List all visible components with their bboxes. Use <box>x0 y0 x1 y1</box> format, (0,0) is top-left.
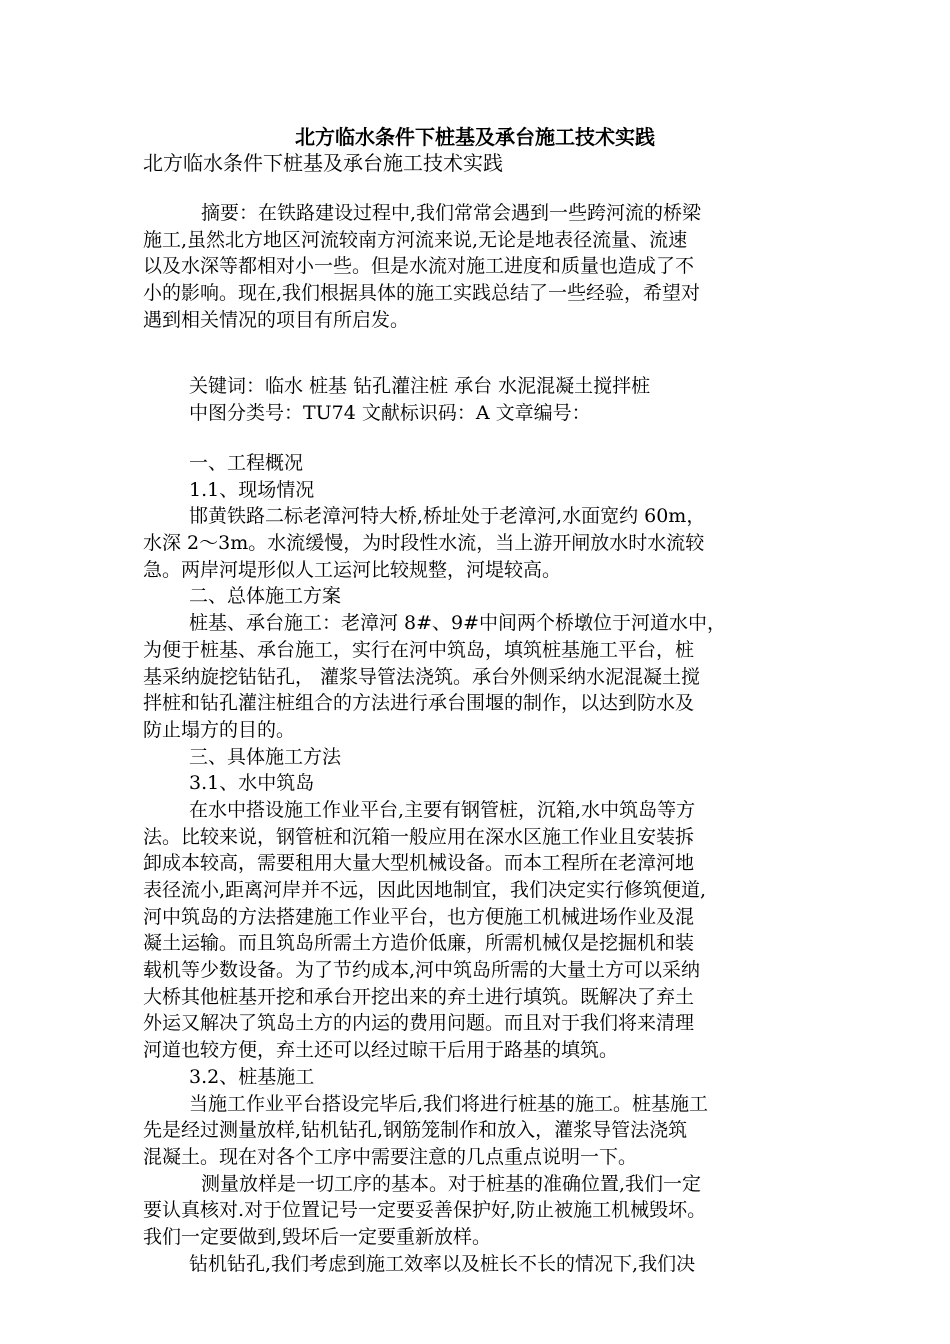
paragraph-line: 外运又解决了筑岛土方的内运的费用问题。而且对于我们将来清理 <box>143 1012 695 1035</box>
paragraph-line: 基采纳旋挖钻钻孔， 灌浆导管法浇筑。承台外侧采纳水泥混凝土搅 <box>143 665 701 688</box>
abstract-line: 以及水深等都相对小一些。但是水流对施工进度和质量也造成了不 <box>143 255 695 278</box>
paragraph-line: 当施工作业平台搭设完毕后,我们将进行桩基的施工。桩基施工 <box>189 1092 709 1115</box>
paragraph-line: 钻机钻孔,我们考虑到施工效率以及桩长不长的情况下,我们决 <box>189 1252 696 1275</box>
paragraph-line: 先是经过测量放样,钻机钻孔,钢筋笼制作和放入，灌浆导管法浇筑 <box>143 1119 688 1142</box>
paragraph-line: 为便于桩基、承台施工，实行在河中筑岛，填筑桩基施工平台，桩 <box>143 638 695 661</box>
classification: 中图分类号：TU74 文献标识码：A 文章编号： <box>189 401 591 424</box>
body-text <box>143 450 823 1277</box>
meta-block <box>143 373 823 426</box>
paragraph-line: 载机等少数设备。为了节约成本,河中筑岛所需的大量土方可以采纳 <box>143 959 701 982</box>
paragraph-line: 水深 2～3m。水流缓慢，为时段性水流，当上游开闸放水时水流较 <box>143 532 705 555</box>
paragraph-line: 桩基、承台施工：老漳河 8#、9#中间两个桥墩位于河道水中， <box>189 612 727 635</box>
document-title: 北方临水条件下桩基及承台施工技术实践 <box>295 125 655 149</box>
abstract-line: 遇到相关情况的项目有所启发。 <box>143 308 410 331</box>
paragraph-line: 卸成本较高，需要租用大量大型机械设备。而本工程所在老漳河地 <box>143 852 695 875</box>
document-subtitle: 北方临水条件下桩基及承台施工技术实践 <box>143 151 503 175</box>
paragraph-line: 我们一定要做到,毁坏后一定要重新放样。 <box>143 1225 492 1248</box>
paragraph-line: 河道也较方便，弃土还可以经过晾干后用于路基的填筑。 <box>143 1039 619 1062</box>
paragraph-line: 拌桩和钻孔灌注桩组合的方法进行承台围堰的制作，以达到防水及 <box>143 692 695 715</box>
abstract-line: 小的影响。现在,我们根据具体的施工实践总结了一些经验，希望对 <box>143 282 701 305</box>
paragraph-line: 在水中搭设施工作业平台,主要有钢管桩，沉箱,水中筑岛等方 <box>189 798 696 821</box>
section-heading: 一、工程概况 <box>189 452 304 474</box>
paragraph-line: 凝土运输。而且筑岛所需土方造价低廉，所需机械仅是挖掘机和装 <box>143 932 695 955</box>
paragraph-line: 急。两岸河堤形似人工运河比较规整，河堤较高。 <box>143 558 562 581</box>
paragraph-line: 防止塌方的目的。 <box>143 718 296 741</box>
paragraph-line: 法。比较来说，钢管桩和沉箱一般应用在深水区施工作业且安装拆 <box>143 825 695 848</box>
paragraph-line: 大桥其他桩基开挖和承台开挖出来的弃土进行填筑。既解决了弃土 <box>143 985 695 1008</box>
abstract <box>143 200 823 333</box>
section-heading: 三、具体施工方法 <box>189 745 342 768</box>
paragraph-line: 测量放样是一切工序的基本。对于桩基的准确位置,我们一定 <box>201 1172 702 1195</box>
paragraph-line: 表径流小,距离河岸并不远，因此因地制宜，我们决定实行修筑便道, <box>143 879 707 901</box>
section-heading: 二、总体施工方案 <box>189 585 342 608</box>
paragraph-line: 河中筑岛的方法搭建施工作业平台，也方便施工机械进场作业及混 <box>143 905 695 928</box>
paragraph-line: 要认真核对.对于位置记号一定要妥善保护好,防止被施工机械毁坏。 <box>143 1199 707 1222</box>
abstract-line: 摘要：在铁路建设过程中,我们常常会遇到一些跨河流的桥梁 <box>201 202 702 224</box>
abstract-line: 施工,虽然北方地区河流较南方河流来说,无论是地表径流量、流速 <box>143 228 688 251</box>
paragraph-line: 邯黄铁路二标老漳河特大桥,桥址处于老漳河,水面宽约 60m， <box>189 505 706 528</box>
keywords: 关键词：临水 桩基 钻孔灌注桩 承台 水泥混凝土搅拌桩 <box>189 375 651 397</box>
subsection-heading: 3.1、水中筑岛 <box>189 772 315 795</box>
subsection-heading: 3.2、桩基施工 <box>189 1065 315 1088</box>
subsection-heading: 1.1、现场情况 <box>189 478 315 501</box>
paragraph-line: 混凝土。现在对各个工序中需要注意的几点重点说明一下。 <box>143 1145 638 1168</box>
